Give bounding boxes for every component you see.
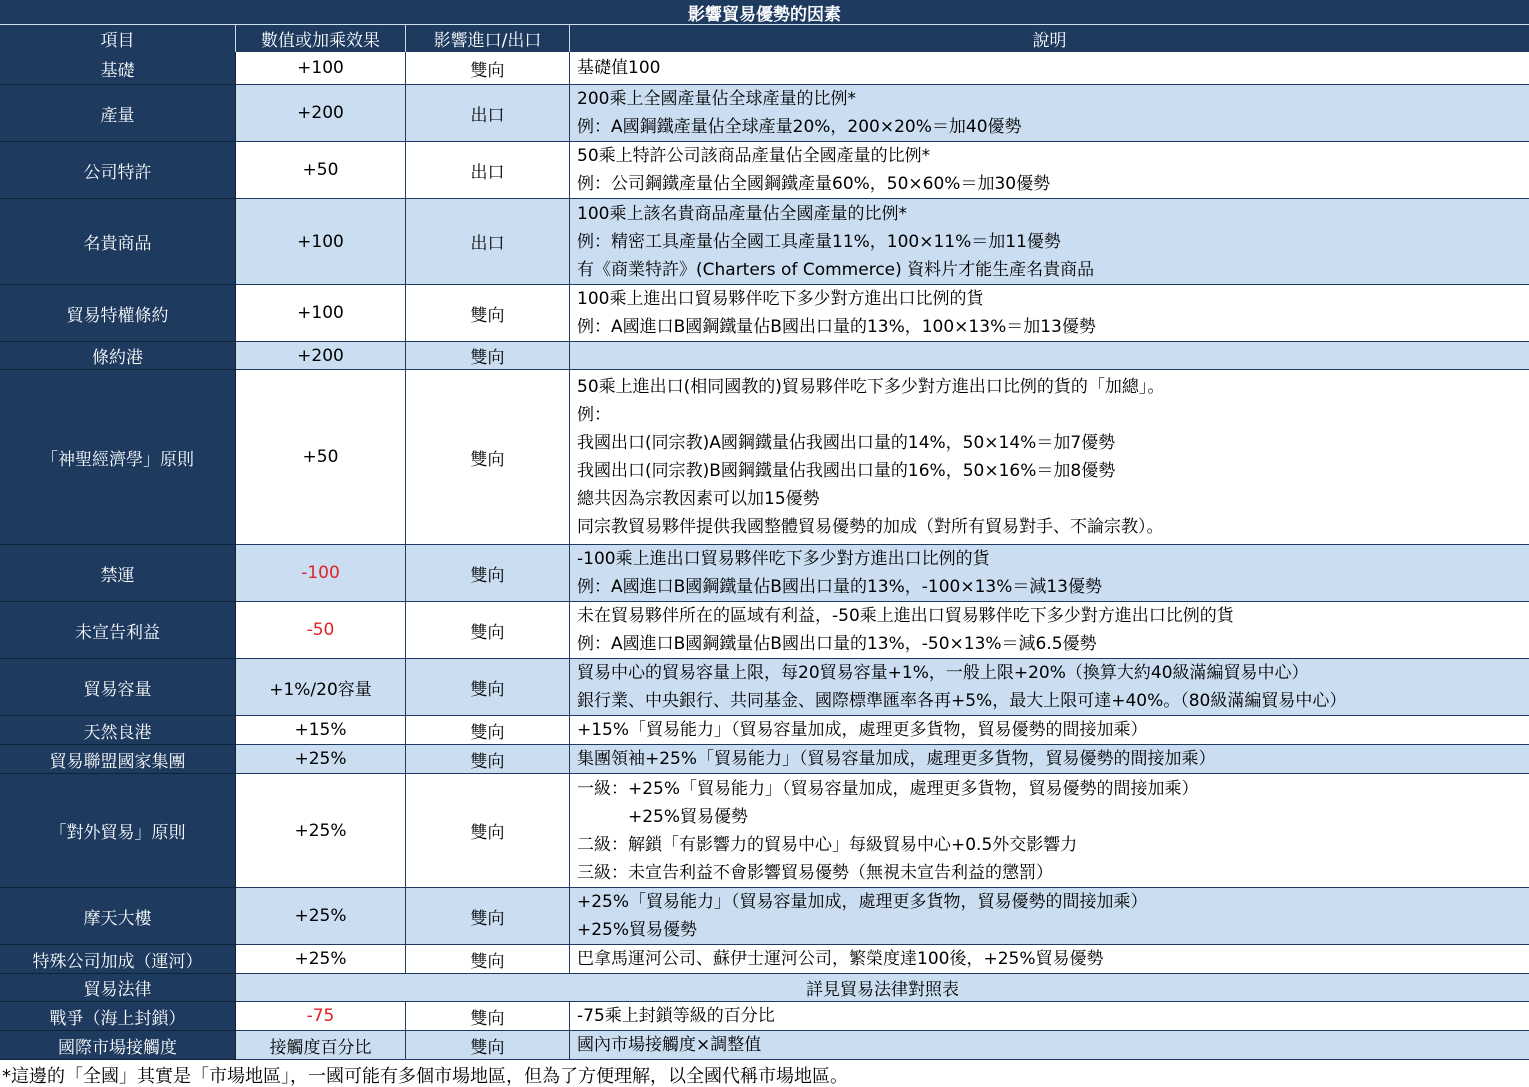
description-line: 我國出口(同宗教)B國鋼鐵量佔我國出口量的16%，50×16%＝加8優勢 [577,461,1116,481]
description-line: 例：A國鋼鐵產量佔全球產量20%，200×20%＝加40優勢 [577,117,1022,137]
row-description-cell [570,545,1529,602]
row-direction-cell: 雙向 [406,888,570,945]
row-value-cell: 接觸度百分比 [236,1031,406,1060]
row-value-cell: -75 [236,1002,406,1031]
table-row [0,745,1529,774]
description-line: 三級：未宣告利益不會影響貿易優勢（無視未宣告利益的懲罰） [577,862,1053,883]
row-description-cell [570,1031,1529,1060]
row-value-cell: +50 [236,142,406,199]
table-row [0,974,1529,1002]
row-description-cell [570,1002,1529,1031]
description-line: 100乘上該名貴商品產量佔全國產量的比例* [577,203,907,224]
row-direction-cell: 出口 [406,85,570,142]
row-item-cell: 「神聖經濟學」原則 [0,370,236,545]
table-row [0,199,1529,285]
row-item-cell: 產量 [0,85,236,142]
description-line: 50乘上特許公司該商品產量佔全國產量的比例* [577,146,931,166]
row-description-cell [570,199,1529,285]
row-item-cell: 貿易聯盟國家集團 [0,745,236,774]
row-description-cell [570,659,1529,716]
row-value-cell: +200 [236,85,406,142]
description-line: 例：A國進口B國鋼鐵量佔B國出口量的13%，-100×13%＝減13優勢 [577,577,1102,597]
row-direction-cell: 出口 [406,142,570,199]
description-line: +25%貿易優勢 [577,806,749,827]
row-direction-cell: 雙向 [406,716,570,745]
row-value-cell: +1%/20容量 [236,659,406,716]
description-line: 例：精密工具產量佔全國工具產量11%，100×11%＝加11優勢 [577,231,1061,252]
row-value-cell: +100 [236,285,406,342]
row-value-cell: +25% [236,945,406,974]
description-line: 同宗教貿易夥伴提供我國整體貿易優勢的加成（對所有貿易對手、不論宗教）。 [577,517,1164,537]
row-direction-cell: 雙向 [406,1002,570,1031]
description-line: 200乘上全國產量佔全球產量的比例* [577,89,856,109]
row-description-cell [570,52,1529,85]
header-value: 數值或加乘效果 [236,25,406,52]
row-direction-cell: 雙向 [406,52,570,85]
table-body [0,52,1529,1060]
row-value-cell: -50 [236,602,406,659]
row-direction-cell: 雙向 [406,342,570,370]
row-item-cell: 「對外貿易」原則 [0,774,236,888]
description-line: 總共因為宗教因素可以加15優勢 [577,489,820,509]
row-description-cell [570,745,1529,774]
description-line: +15%「貿易能力」（貿易容量加成，處理更多貨物，貿易優勢的間接加乘） [577,720,1148,740]
row-description-cell [570,888,1529,945]
description-line: 銀行業、中央銀行、共同基金、國際標準匯率各再+5%，最大上限可達+40%。（80級滿編貿易中心） [577,691,1347,711]
description-line: 巴拿馬運河公司、蘇伊士運河公司，繁榮度達100後，+25%貿易優勢 [577,949,1104,969]
header-item: 項目 [0,25,236,52]
description-line: 集團領袖+25%「貿易能力」（貿易容量加成，處理更多貨物，貿易優勢的間接加乘） [577,749,1216,769]
row-direction-cell: 雙向 [406,370,570,545]
row-description-cell [570,85,1529,142]
table-row [0,1031,1529,1060]
row-description-cell [570,602,1529,659]
row-description-cell [570,342,1529,370]
row-item-cell: 禁運 [0,545,236,602]
table-row [0,659,1529,716]
footnote: *這邊的「全國」其實是「市場地區」，一國可能有多個市場地區，但為了方便理解，以全國代稱市場地區。 [0,1060,1529,1087]
row-direction-cell: 出口 [406,199,570,285]
description-line: 100乘上進出口貿易夥伴吃下多少對方進出口比例的貨 [577,289,984,309]
row-direction-cell: 雙向 [406,1031,570,1060]
row-value-cell: +25% [236,774,406,888]
table-row [0,602,1529,659]
row-item-cell: 摩天大樓 [0,888,236,945]
row-value-cell: +100 [236,52,406,85]
description-line: 一級：+25%「貿易能力」（貿易容量加成，處理更多貨物，貿易優勢的間接加乘） [577,778,1199,799]
row-value-cell: +200 [236,342,406,370]
row-direction-cell: 雙向 [406,745,570,774]
row-item-cell: 未宣告利益 [0,602,236,659]
row-description-cell [570,945,1529,974]
table-row [0,85,1529,142]
description-line: 有《商業特許》(Charters of Commerce) 資料片才能生產名貴商品 [577,259,1095,280]
row-direction-cell: 雙向 [406,659,570,716]
description-line: 例：公司鋼鐵產量佔全國鋼鐵產量60%，50×60%＝加30優勢 [577,174,1051,194]
header-description: 說明 [1032,31,1067,51]
row-value-cell: +25% [236,888,406,945]
row-item-cell: 公司特許 [0,142,236,199]
description-line: 我國出口(同宗教)A國鋼鐵量佔我國出口量的14%，50×14%＝加7優勢 [577,433,1116,453]
row-item-cell: 基礎 [0,52,236,85]
table-row [0,888,1529,945]
row-item-cell: 特殊公司加成（運河） [0,945,236,974]
row-description-cell [570,142,1529,199]
row-item-cell: 國際市場接觸度 [0,1031,236,1060]
row-direction-cell: 雙向 [406,545,570,602]
description-line: +25%「貿易能力」（貿易容量加成，處理更多貨物，貿易優勢的間接加乘） [577,892,1148,912]
row-item-cell: 貿易容量 [0,659,236,716]
description-line: 例： [577,405,611,425]
row-direction-cell: 雙向 [406,285,570,342]
row-direction-cell: 雙向 [406,945,570,974]
row-value-cell: -100 [236,545,406,602]
row-direction-cell: 雙向 [406,602,570,659]
description-line: -100乘上進出口貿易夥伴吃下多少對方進出口比例的貨 [577,549,990,569]
description-line: +25%貿易優勢 [577,920,698,940]
description-line: 50乘上進出口(相同國教的)貿易夥伴吃下多少對方進出口比例的貨的「加總」。 [577,377,1165,397]
table-row [0,342,1529,370]
table-row [0,716,1529,745]
row-description-cell [570,285,1529,342]
header-direction: 影響進口/出口 [406,25,570,52]
row-value-cell: +50 [236,370,406,545]
row-description-cell [570,716,1529,745]
merged-note-cell: 詳見貿易法律對照表 [236,974,1529,1002]
row-item-cell: 貿易法律 [0,974,236,1002]
row-value-cell: +15% [236,716,406,745]
description-line: 國內市場接觸度×調整值 [577,1035,762,1055]
description-line: 例：A國進口B國鋼鐵量佔B國出口量的13%，100×13%＝加13優勢 [577,317,1096,337]
table-row [0,285,1529,342]
row-item-cell: 天然良港 [0,716,236,745]
table-header [0,25,1529,52]
description-line: -75乘上封鎖等級的百分比 [577,1006,775,1026]
table-row [0,142,1529,199]
row-value-cell: +25% [236,745,406,774]
description-line: 貿易中心的貿易容量上限，每20貿易容量+1%，一般上限+20%（換算大約40級滿編貿易中心） [577,663,1309,683]
description-line: 基礎值100 [577,58,661,78]
row-description-cell [570,370,1529,545]
row-value-cell: +100 [236,199,406,285]
table-title: 影響貿易優勢的因素 [0,0,1529,25]
description-line: 二級：解鎖「有影響力的貿易中心」每級貿易中心+0.5外交影響力 [577,834,1078,855]
table-row [0,545,1529,602]
table-row [0,1002,1529,1031]
table-row [0,52,1529,85]
row-item-cell: 戰爭（海上封鎖） [0,1002,236,1031]
row-item-cell: 條約港 [0,342,236,370]
description-line: 例：A國進口B國鋼鐵量佔B國出口量的13%，-50×13%＝減6.5優勢 [577,634,1097,654]
row-description-cell [570,774,1529,888]
table-row [0,774,1529,888]
description-line: 未在貿易夥伴所在的區域有利益，-50乘上進出口貿易夥伴吃下多少對方進出口比例的貨 [577,606,1234,626]
table-row [0,945,1529,974]
row-item-cell: 名貴商品 [0,199,236,285]
row-direction-cell: 雙向 [406,774,570,888]
table-row [0,370,1529,545]
row-item-cell: 貿易特權條約 [0,285,236,342]
